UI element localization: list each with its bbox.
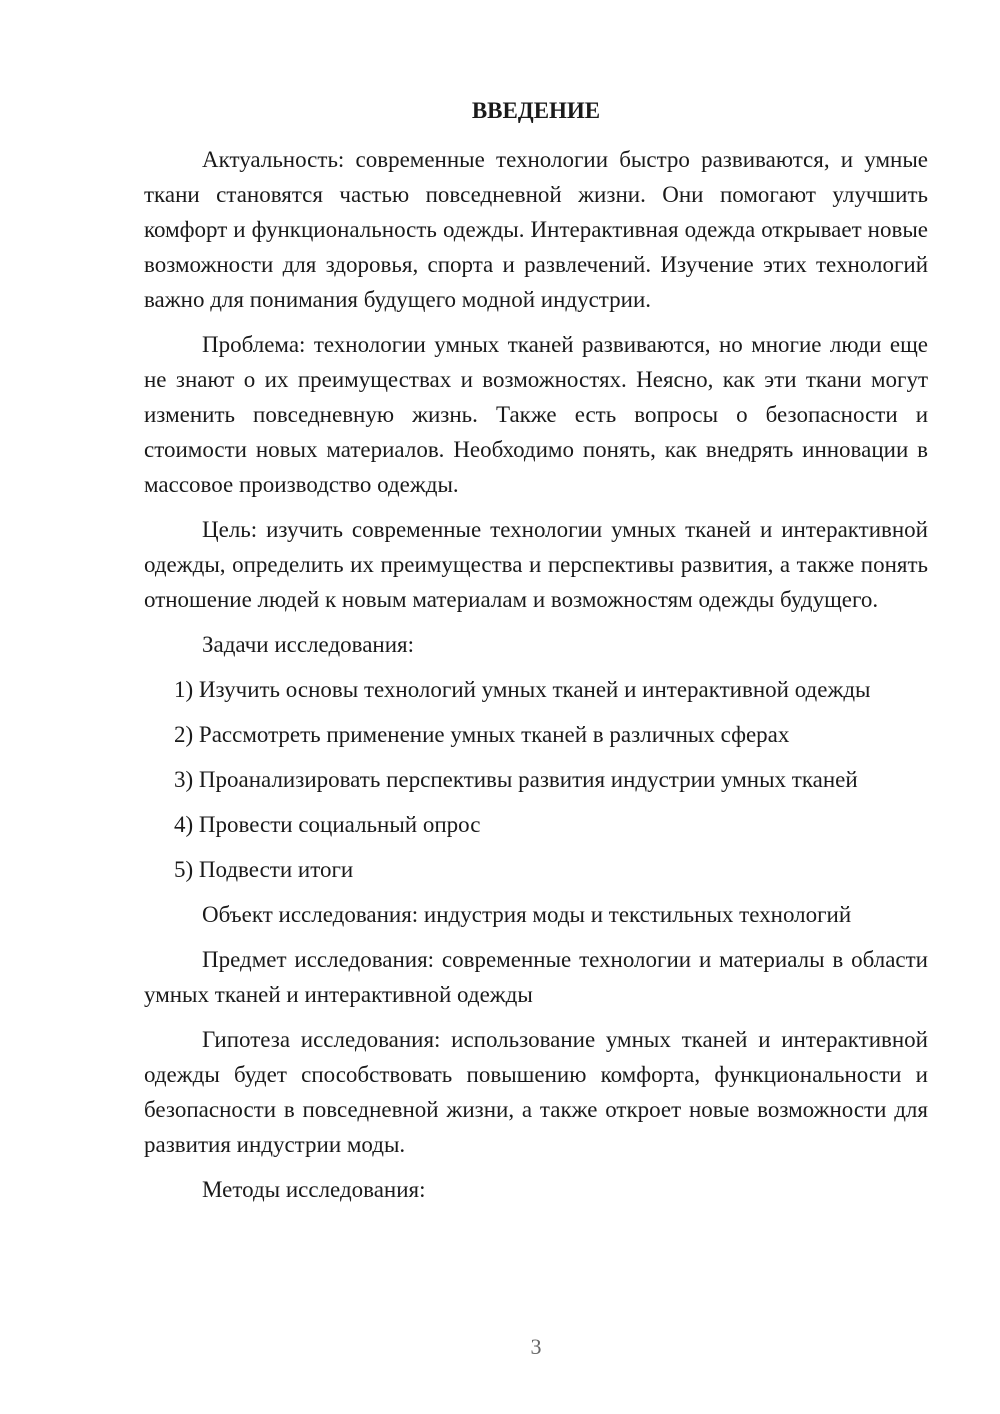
page-title: ВВЕДЕНИЕ: [471, 98, 601, 123]
paragraph-goal: Цель: изучить современные технологии умных тканей и интерактивной одежды, определить их преимущества и перспективы развития, а также понять отношение людей к новым материалам и возможностям одежды будущего.: [144, 517, 928, 612]
task-item: 5) Подвести итоги: [174, 857, 354, 882]
paragraph-hypothesis: Гипотеза исследования: использование умных тканей и интерактивной одежды будет способствовать повышению комфорта, функциональности и безопасности в повседневной жизни, а также откроет новые возможности для развития индустрии моды.: [144, 1027, 928, 1157]
paragraph-relevance: Актуальность: современные технологии быстро развиваются, и умные ткани становятся частью повседневной жизни. Они помогают улучшить комфорт и функциональность одежды. Интерактивная одежда открывает новые возможности для здоровья, спорта и развлечений. Изучение этих технологий важно для понимания будущего модной индустрии.: [144, 147, 928, 312]
paragraph-subject: Предмет исследования: современные технологии и материалы в области умных тканей и интерактивной одежды: [144, 947, 928, 1007]
page-number: 3: [530, 1334, 542, 1359]
task-item: 1) Изучить основы технологий умных тканей и интерактивной одежды: [174, 677, 871, 702]
task-item: 3) Проанализировать перспективы развития индустрии умных тканей: [174, 767, 858, 792]
tasks-heading: Задачи исследования:: [202, 632, 415, 657]
paragraph-problem: Проблема: технологии умных тканей развиваются, но многие люди еще не знают о их преимуществах и возможностях. Неясно, как эти ткани могут изменить повседневную жизнь. Также есть вопросы о безопасности и стоимости новых материалов. Необходимо понять, как внедрять инновации в массовое производство одежды.: [144, 332, 928, 497]
paragraph-object: Объект исследования: индустрия моды и текстильных технологий: [202, 902, 852, 927]
methods-heading: Методы исследования:: [202, 1177, 426, 1202]
body-content: [144, 142, 928, 1217]
tasks-list: [144, 672, 928, 887]
task-item: 4) Провести социальный опрос: [174, 812, 481, 837]
task-item: 2) Рассмотреть применение умных тканей в различных сферах: [174, 722, 790, 747]
